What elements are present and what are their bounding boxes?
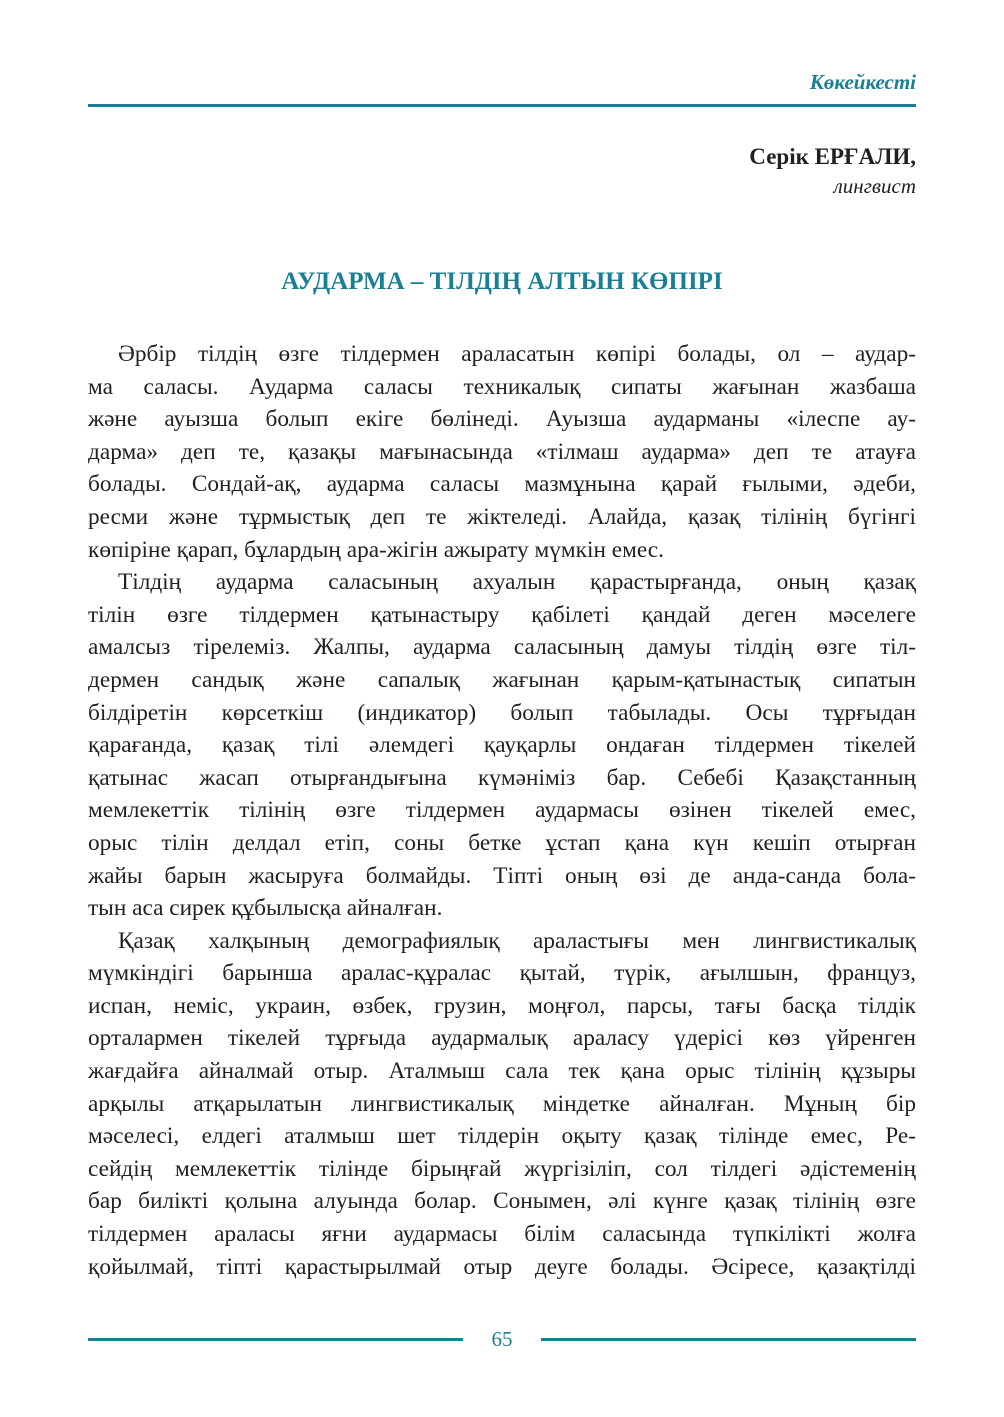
text-line: бар билікті қолына алуында болар. Сонымен, әлі күнге қазақ тілінің өзге	[88, 1188, 916, 1215]
text-line: ресми және тұрмыстық деп те жіктеледі. Алайда, қазақ тілінің бүгінгі	[88, 503, 916, 530]
text-line: мүмкіндігі барынша аралас-құралас қытай, түрік, ағылшын, француз,	[88, 960, 916, 987]
text-line: көпіріне қарап, бұлардың ара-жігін ажырату мүмкін емес.	[88, 536, 664, 563]
text-line: қойылмай, тіпті қарастырылмай отыр деуге болады. Әсіресе, қазақтілді	[88, 1253, 916, 1280]
section-rubric: Көкейкесті	[809, 70, 916, 94]
text-line: орталармен тікелей тұрғыда аудармалық араласу үдерісі көз үйренген	[88, 1025, 916, 1052]
text-line: білдіретін көрсеткіш (индикатор) болып табылады. Осы тұрғыдан	[88, 699, 916, 726]
paragraph	[88, 338, 916, 566]
footer-rule-right	[541, 1338, 916, 1341]
author-block	[749, 142, 916, 200]
text-line: мемлекеттік тілінің өзге тілдермен аудармасы өзінен тікелей емес,	[88, 797, 916, 824]
text-line: Тілдің аударма саласының ахуалын қарастырғанда, оның қазақ	[118, 569, 916, 596]
author-role: лингвист	[833, 174, 916, 198]
text-line: қарағанда, қазақ тілі әлемдегі қауқарлы ондаған тілдермен тікелей	[88, 732, 916, 759]
text-line: Әрбір тілдің өзге тілдермен араласатын көпірі болады, ол – аудар-	[118, 341, 916, 367]
text-line: қатынас жасап отырғандығына күмәніміз бар. Себебі Қазақстанның	[88, 764, 916, 791]
text-line: дарма» деп те, қазақы мағынасында «тілмаш аударма» деп те атауға	[88, 438, 916, 465]
text-line: тілдермен араласы яғни аудармасы білім саласында түпкілікті жолға	[88, 1221, 916, 1248]
paragraph	[88, 925, 916, 1284]
article-body	[88, 338, 916, 1283]
text-line: дермен сандық және сапалық жағынан қарым-қатынастық сипатын	[88, 666, 916, 693]
text-line: болады. Сондай-ақ, аударма саласы мазмұнына қарай ғылыми, әдеби,	[88, 471, 916, 498]
text-line: испан, неміс, украин, өзбек, грузин, моңғол, парсы, тағы басқа тілдік	[88, 992, 916, 1019]
text-line: арқылы атқарылатын лингвистикалық міндетке айналған. Мұның бір	[88, 1090, 916, 1117]
paragraph	[88, 566, 916, 925]
text-line: жағдайға айналмай отыр. Аталмыш сала тек қана орыс тілінің құзыры	[88, 1058, 916, 1085]
text-line: тілін өзге тілдермен қатынастыру қабілеті қандай деген мәселеге	[88, 601, 916, 628]
text-line: тын аса сирек құбылысқа айналған.	[88, 895, 443, 922]
text-line: Қазақ халқының демографиялық араластығы мен лингвистикалық	[118, 927, 916, 954]
text-line: амалсыз тірелеміз. Жалпы, аударма саласының дамуы тілдің өзге тіл-	[88, 634, 916, 661]
text-line: және ауызша болып екіге бөлінеді. Ауызша аударманы «ілеспе ау-	[88, 406, 916, 433]
header-rule	[88, 104, 916, 107]
footer-rule-left	[88, 1338, 463, 1341]
text-line: жайы барын жасыруға болмайды. Тіпті оның өзі де анда-санда бола-	[88, 862, 916, 889]
text-line: ма саласы. Аударма саласы техникалық сипаты жағынан жазбаша	[88, 373, 916, 400]
text-line: сейдің мемлекеттік тілінде бірыңғай жүргізіліп, сол тілдегі әдістеменің	[88, 1155, 916, 1182]
page-number: 65	[491, 1327, 513, 1351]
text-line: орыс тілін делдал етіп, соны бетке ұстап қана күн кешіп отырған	[88, 829, 916, 856]
author-name: Серік ЕРҒАЛИ,	[749, 144, 916, 169]
text-line: мәселесі, елдегі аталмыш шет тілдерін оқыту қазақ тілінде емес, Ре-	[88, 1123, 916, 1150]
article-title: АУДАРМА – ТІЛДІҢ АЛТЫН КӨПІРІ	[281, 268, 723, 295]
